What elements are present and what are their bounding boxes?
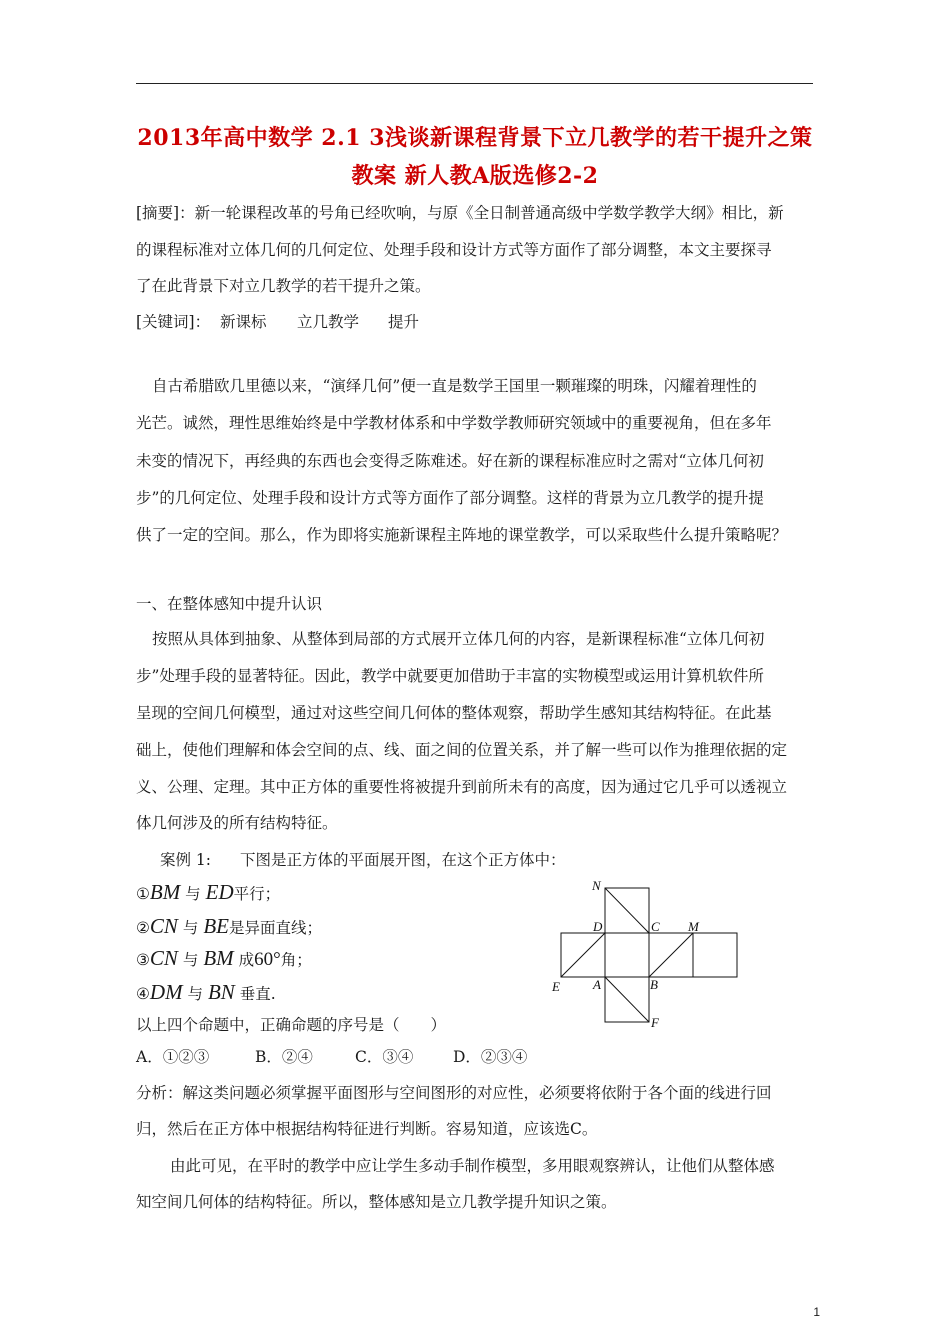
intro-line-1: 自古希腊欧几里德以来，“演绎几何”便一直是数学王国里一颗璀璨的明珠，闪耀着理性的 (152, 377, 757, 395)
title-line-1: 2013年高中数学 2.1 3浅谈新课程背景下立几教学的若干提升之策 (137, 125, 813, 151)
proposition-3-line-a: CN (149, 946, 178, 970)
conclusion-line-1: 由此可见，在平时的教学中应让学生多动手制作模型，多用眼观察辨认，让他们从整体感 (170, 1157, 775, 1175)
proposition-4-conj: 与 (187, 985, 204, 1003)
proposition-4-line-a: DM (149, 980, 183, 1004)
title-line-2: 教案 新人教A版选修2-2 (351, 163, 599, 189)
example-label: 案例 1: (160, 851, 212, 869)
example-prompt: 下图是正方体的平面展开图，在这个正方体中： (240, 851, 566, 869)
intro-line-5: 供了一定的空间。那么，作为即将实施新课程主阵地的课堂教学，可以采取些什么提升策略呢？ (136, 526, 788, 544)
intro-line-4: 步”的几何定位、处理手段和设计方式等方面作了部分调整。这样的背景为立几教学的提升提 (136, 489, 764, 507)
proposition-1-line-a: BM (149, 880, 181, 904)
option-b: B．②④ (255, 1048, 313, 1066)
intro-line-3: 未变的情况下，再经典的东西也会变得乏陈难述。好在新的课程标准应时之需对“立体几何初 (136, 452, 764, 470)
segment-ed (561, 933, 605, 977)
abstract-line-1: [摘要]：新一轮课程改革的号角已经吹响，与原《全日制普通高级中学数学教学大纲》相比，新 (136, 204, 784, 222)
label-c: C (651, 919, 660, 934)
page-number: 1 (813, 1305, 820, 1319)
keywords-label: [关键词]： (136, 313, 211, 331)
analysis-line-2: 归，然后在正方体中根据结构特征进行判断。容易知道，应该选C。 (136, 1120, 598, 1138)
keyword-3: 提升 (388, 313, 420, 331)
section-line-1: 按照从具体到抽象、从整体到局部的方式展开立体几何的内容，是新课程标准“立体几何初 (152, 630, 765, 648)
section-line-4: 础上，使他们理解和体会空间的点、线、面之间的位置关系，并了解一些可以作为推理依据的定 (136, 741, 788, 759)
segment-bm (649, 933, 693, 977)
keyword-2: 立几教学 (297, 313, 360, 331)
conclusion-line-2: 知空间几何体的结构特征。所以，整体感知是立几教学提升知识之策。 (136, 1193, 617, 1211)
label-f: F (651, 1015, 659, 1030)
proposition-3-tail-2: 角； (280, 951, 312, 969)
proposition-2-line-a: CN (149, 914, 178, 938)
proposition-2-tail: 是异面直线； (228, 919, 322, 937)
proposition-2 (136, 912, 322, 942)
proposition-2-conj: 与 (182, 919, 199, 937)
proposition-1-line-b: ED (205, 880, 234, 904)
keyword-1: 新课标 (220, 313, 267, 331)
label-d: D (593, 919, 603, 934)
section-line-6: 体几何涉及的所有结构特征。 (136, 814, 338, 832)
proposition-4 (136, 978, 276, 1008)
section-line-3: 呈现的空间几何模型，通过对这些空间几何体的整体观察，帮助学生感知其结构特征。在此基 (136, 704, 772, 722)
section-heading: 一、在整体感知中提升认识 (136, 595, 323, 613)
option-c: C．③④ (355, 1048, 414, 1066)
segment-af (605, 977, 649, 1022)
section-line-5: 义、公理、定理。其中正方体的重要性将被提升到前所未有的高度，因为通过它几乎可以透视立 (136, 778, 788, 796)
proposition-1-conj: 与 (185, 885, 201, 903)
label-a: A (593, 977, 601, 992)
proposition-1 (136, 878, 280, 908)
net-square-right-2 (693, 933, 737, 977)
label-e: E (552, 979, 560, 994)
example-question: 以上四个命题中，正确命题的序号是（ ） (136, 1016, 447, 1034)
option-d: D．②③④ (453, 1048, 528, 1066)
proposition-3-number: ③ (136, 951, 150, 969)
proposition-4-tail: 垂直. (239, 985, 276, 1003)
proposition-1-tail: 平行； (233, 885, 281, 903)
proposition-2-number: ② (136, 919, 150, 937)
abstract-line-3: 了在此背景下对立几教学的若干提升之策。 (136, 277, 431, 295)
segment-cn (605, 888, 649, 933)
proposition-3-tail: 成 (238, 951, 255, 969)
label-b: B (650, 977, 658, 992)
cube-net-figure (540, 870, 760, 1035)
proposition-3-angle: 60° (254, 949, 281, 970)
proposition-2-line-b: BE (203, 914, 229, 938)
abstract-line-2: 的课程标准对立体几何的几何定位、处理手段和设计方式等方面作了部分调整，本文主要探寻 (136, 241, 772, 259)
option-a: A．①②③ (136, 1048, 210, 1066)
proposition-3 (136, 944, 312, 974)
header-rule (136, 83, 813, 84)
proposition-4-line-b: BN (207, 980, 235, 1004)
label-m: M (688, 919, 699, 934)
net-square-center (605, 933, 649, 977)
proposition-4-number: ④ (136, 985, 150, 1003)
proposition-3-line-b: BM (203, 946, 234, 970)
section-line-2: 步”处理手段的显著特征。因此，教学中就要更加借助于丰富的实物模型或运用计算机软件所 (136, 667, 764, 685)
proposition-3-conj: 与 (182, 951, 199, 969)
proposition-1-number: ① (136, 885, 150, 903)
label-n: N (592, 878, 601, 893)
intro-line-2: 光芒。诚然，理性思维始终是中学教材体系和中学数学教师研究领域中的重要视角，但在多年 (136, 414, 772, 432)
analysis-line-1: 分析：解这类问题必须掌握平面图形与空间图形的对应性，必须要将依附于各个面的线进行回 (136, 1084, 772, 1102)
